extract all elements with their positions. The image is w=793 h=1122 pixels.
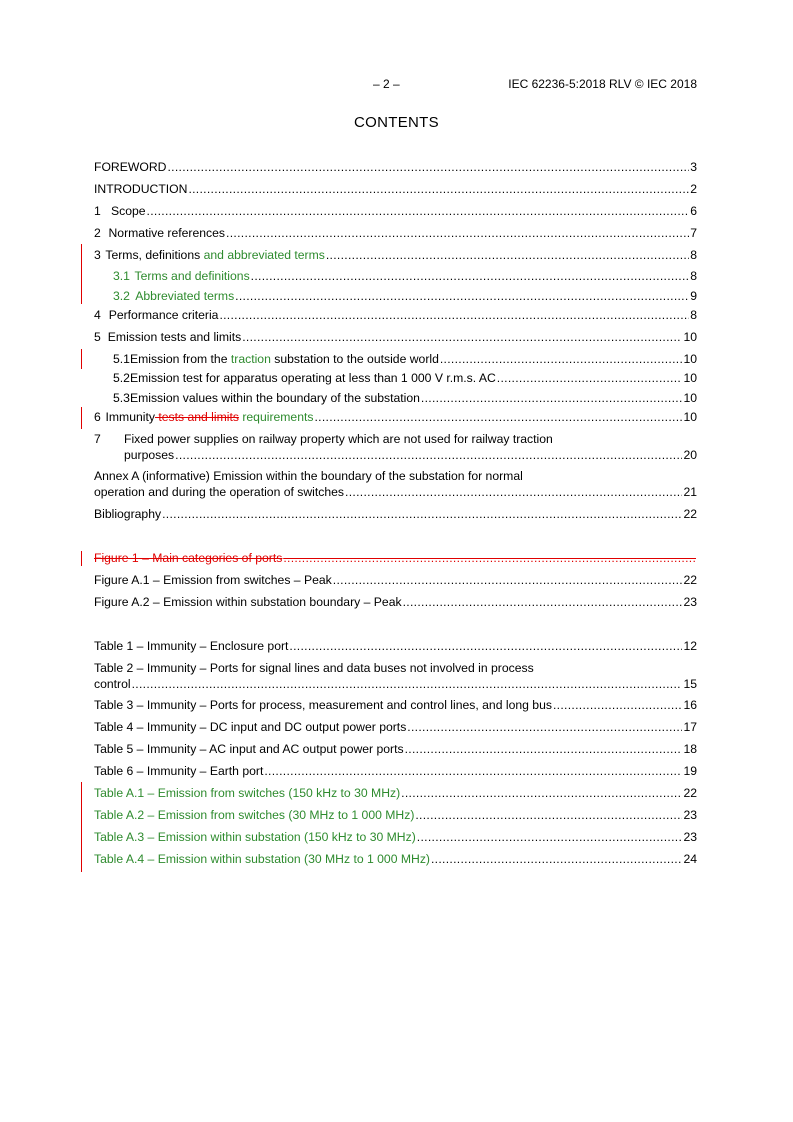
- change-bar: [81, 407, 82, 429]
- toc-entry-label: [124, 447, 174, 463]
- dot-leader: [226, 225, 689, 241]
- toc-entry-emission-tests[interactable]: [94, 329, 697, 345]
- toc-entry-number: 3.2: [113, 289, 130, 303]
- toc-entry-number: 5.3: [113, 391, 130, 405]
- toc-entry-text-segment: traction: [230, 352, 271, 366]
- toc-entry-text-segment: Terms, definitions: [105, 248, 204, 262]
- toc-entry-text-segment: Table A.1 – Emission from switches (150 kHz to 30 MHz): [94, 786, 401, 800]
- toc-entry-page-number: 24: [683, 852, 697, 866]
- toc-entry-number: 3: [94, 248, 101, 262]
- toc-entry-page-number: 8: [690, 308, 697, 322]
- toc-entry-figure-a1[interactable]: [94, 572, 697, 588]
- change-bar: [81, 551, 82, 566]
- page-number: – 2 –: [373, 77, 400, 91]
- toc-entry-label: [94, 550, 282, 566]
- toc-entry-number: 3.1: [113, 269, 130, 283]
- page-title: CONTENTS: [354, 114, 439, 131]
- toc-entry-table-a3[interactable]: [94, 829, 697, 845]
- toc-entry-page-number: 8: [690, 269, 697, 283]
- dot-leader: [401, 785, 682, 801]
- change-bar: [81, 244, 82, 304]
- toc-entry-label: [130, 390, 420, 406]
- toc-entry-text-segment: INTRODUCTION: [94, 182, 188, 196]
- toc-entry-label: [94, 741, 404, 757]
- toc-entry-page-number: 7: [690, 226, 697, 240]
- toc-entry-immunity[interactable]: [94, 409, 697, 425]
- toc-entry-number: 5: [94, 330, 101, 344]
- toc-entry-terms-and-definitions[interactable]: [94, 268, 697, 284]
- toc-entry-label: [94, 159, 166, 175]
- toc-entry-text-segment: Table A.4 – Emission within substation (30 MHz to 1 000 MHz): [94, 852, 430, 866]
- toc-entry-label: [94, 506, 161, 522]
- toc-entry-page-number: 22: [683, 507, 697, 521]
- toc-entry-page-number: 12: [683, 639, 697, 653]
- toc-entry-bibliography[interactable]: [94, 506, 697, 522]
- toc-entry-page-number: 10: [683, 391, 697, 405]
- toc-entry-page-number: 3: [690, 160, 697, 174]
- toc-entry-number: 7: [94, 432, 101, 446]
- toc-entry-page-number: 23: [683, 808, 697, 822]
- toc-entry-table-a4[interactable]: [94, 851, 697, 867]
- toc-entry-label-line: Fixed power supplies on railway property which are not used for railway traction: [124, 432, 553, 446]
- dot-leader: [440, 351, 683, 367]
- dot-leader: [283, 550, 696, 566]
- toc-entry-figure-1-deleted[interactable]: [94, 550, 697, 566]
- toc-entry-table-a2[interactable]: [94, 807, 697, 823]
- dot-leader: [417, 829, 683, 845]
- toc-entry-text-segment: FOREWORD: [94, 160, 167, 174]
- toc-entry-figure-a2[interactable]: [94, 594, 697, 610]
- toc-entry-text-segment: substation to the outside world: [270, 352, 439, 366]
- toc-entry-foreword[interactable]: [94, 159, 697, 175]
- change-bar: [81, 782, 82, 872]
- toc-entry-page-number: 10: [683, 371, 697, 385]
- toc-entry-text-segment: Table 3 – Immunity – Ports for process, measurement and control lines, and long bus: [94, 698, 552, 712]
- toc-entry-text-segment: Figure 1 – Main categories of ports: [94, 551, 283, 565]
- toc-entry-abbreviated-terms[interactable]: [94, 288, 697, 304]
- toc-entry-number: 5.1: [113, 352, 130, 366]
- dot-leader: [415, 807, 682, 823]
- toc-entry-label: [94, 181, 187, 197]
- toc-entry-text-segment: and abbreviated terms: [203, 248, 325, 262]
- toc-entry-text-segment: Table 1 – Immunity – Enclosure port: [94, 639, 289, 653]
- toc-entry-text-segment: Table 6 – Immunity – Earth port: [94, 764, 264, 778]
- toc-entry-text-segment: Bibliography: [94, 507, 162, 521]
- toc-entry-emission-from-substation[interactable]: [94, 351, 697, 367]
- dot-leader: [403, 594, 683, 610]
- toc-entry-text-segment: Abbreviated terms: [135, 289, 235, 303]
- dot-leader: [235, 288, 689, 304]
- dot-leader: [242, 329, 682, 345]
- dot-leader: [405, 741, 683, 757]
- document-id: IEC 62236-5:2018 RLV © IEC 2018: [508, 77, 697, 91]
- toc-entry-annex-a[interactable]: [94, 468, 697, 500]
- toc-entry-label: [94, 594, 402, 610]
- toc-entry-table-4[interactable]: [94, 719, 697, 735]
- toc-entry-text-segment: Scope: [110, 204, 146, 218]
- page-header: [0, 77, 793, 93]
- dot-leader: [175, 447, 682, 463]
- toc-entry-text-segment: Performance criteria: [108, 308, 219, 322]
- change-bar: [81, 349, 82, 369]
- toc-entry-terms-definitions[interactable]: [94, 247, 697, 263]
- toc-entry-table-a1[interactable]: [94, 785, 697, 801]
- toc-entry-label: [94, 719, 406, 735]
- toc-entry-text-segment: tests and limits: [154, 410, 239, 424]
- toc-entry-page-number: 16: [683, 698, 697, 712]
- toc-entry-label: [94, 676, 131, 692]
- toc-entry-label: [109, 225, 226, 241]
- toc-entry-text-segment: purposes: [124, 448, 175, 462]
- toc-entry-label: [94, 851, 430, 867]
- toc-entry-text-segment: Table A.3 – Emission within substation (150 kHz to 30 MHz): [94, 830, 416, 844]
- toc-entry-label: [105, 247, 325, 263]
- toc-entry-page-number: 9: [690, 289, 697, 303]
- toc-entry-number: 1: [94, 204, 101, 218]
- dot-leader: [421, 390, 683, 406]
- toc-entry-page-number: 22: [683, 786, 697, 800]
- toc-entry-page-number: 23: [683, 830, 697, 844]
- toc-entry-page-number: 22: [683, 573, 697, 587]
- toc-entry-scope[interactable]: [94, 203, 697, 219]
- toc-entry-page-number: 23: [683, 595, 697, 609]
- dot-leader: [147, 203, 690, 219]
- toc-entry-page-number: 15: [683, 677, 697, 691]
- toc-entry-table-5[interactable]: [94, 741, 697, 757]
- toc-entry-label: [94, 807, 414, 823]
- dot-leader: [314, 409, 682, 425]
- toc-entry-number: 4: [94, 308, 101, 322]
- toc-entry-fixed-power-supplies[interactable]: [94, 431, 697, 463]
- toc-entry-text-segment: Emission test for apparatus operating at less than 1 000 V r.m.s. AC: [129, 371, 496, 385]
- toc-entry-page-number: 6: [690, 204, 697, 218]
- dot-leader: [431, 851, 682, 867]
- dot-leader: [345, 484, 682, 500]
- toc-entry-page-number: 21: [683, 485, 697, 499]
- toc-entry-number: 2: [94, 226, 101, 240]
- toc-entry-text-segment: Immunity: [105, 410, 155, 424]
- toc-entry-label: [130, 351, 439, 367]
- toc-entry-text-segment: Normative references: [108, 226, 226, 240]
- toc-entry-emission-values-boundary[interactable]: [94, 390, 697, 406]
- toc-entry-page-number: 20: [683, 448, 697, 462]
- toc-entry-text-segment: Emission values within the boundary of the substation: [129, 391, 420, 405]
- toc-entry-label: [130, 370, 496, 386]
- toc-entry-page-number: 10: [683, 330, 697, 344]
- toc-entry-label-line: Annex A (informative) Emission within the boundary of the substation for normal: [94, 469, 523, 483]
- toc-entry-page-number: 17: [683, 720, 697, 734]
- dot-leader: [326, 247, 689, 263]
- toc-entry-text-segment: control: [94, 677, 131, 691]
- toc-entry-introduction[interactable]: [94, 181, 697, 197]
- toc-entry-label: [94, 829, 416, 845]
- toc-entry-label: [94, 697, 552, 713]
- toc-entry-page-number: 2: [690, 182, 697, 196]
- toc-entry-label: [135, 268, 250, 284]
- dot-leader: [407, 719, 682, 735]
- toc-entry-text-segment: requirements: [238, 410, 314, 424]
- toc-entry-text-segment: Table 5 – Immunity – AC input and AC output power ports: [94, 742, 404, 756]
- toc-entry-table-6[interactable]: [94, 763, 697, 779]
- toc-entry-text-segment: Table A.2 – Emission from switches (30 MHz to 1 000 MHz): [94, 808, 415, 822]
- toc-entry-label: [94, 638, 288, 654]
- toc-entry-label: [94, 572, 332, 588]
- toc-entry-label: [106, 409, 314, 425]
- dot-leader: [289, 638, 682, 654]
- toc-entry-page-number: 8: [690, 248, 697, 262]
- toc-entry-normative-references[interactable]: [94, 225, 697, 241]
- dot-leader: [553, 697, 682, 713]
- toc-entry-label: [135, 288, 234, 304]
- toc-entry-text-segment: Figure A.2 – Emission within substation boundary – Peak: [94, 595, 402, 609]
- dot-leader: [264, 763, 682, 779]
- toc-entry-page-number: 10: [683, 352, 697, 366]
- dot-leader: [497, 370, 683, 386]
- dot-leader: [162, 506, 682, 522]
- toc-entry-label: [94, 484, 344, 500]
- toc-entry-label: [109, 307, 219, 323]
- toc-entry-emission-test-apparatus[interactable]: [94, 370, 697, 386]
- dot-leader: [219, 307, 689, 323]
- dot-leader: [333, 572, 683, 588]
- toc-entry-text-segment: Table 4 – Immunity – DC input and DC output power ports: [94, 720, 407, 734]
- toc-entry-text-segment: Figure A.1 – Emission from switches – Peak: [94, 573, 332, 587]
- toc-entry-label: [108, 329, 241, 345]
- toc-entry-label: [94, 785, 400, 801]
- toc-entry-text-segment: Emission tests and limits: [107, 330, 242, 344]
- toc-entry-text-segment: operation and during the operation of switches: [94, 485, 345, 499]
- toc-entry-page-number: 19: [683, 764, 697, 778]
- toc-entry-number: 5.2: [113, 371, 130, 385]
- toc-entry-table-1[interactable]: [94, 638, 697, 654]
- dot-leader: [132, 676, 683, 692]
- toc-entry-table-2[interactable]: [94, 660, 697, 692]
- dot-leader: [251, 268, 690, 284]
- toc-entry-page-number: 10: [683, 410, 697, 424]
- toc-entry-label-line: Table 2 – Immunity – Ports for signal lines and data buses not involved in process: [94, 661, 534, 675]
- dot-leader: [188, 181, 689, 197]
- toc-entry-label: [111, 203, 146, 219]
- toc-entry-performance-criteria[interactable]: [94, 307, 697, 323]
- toc-entry-label: [94, 763, 263, 779]
- dot-leader: [167, 159, 689, 175]
- toc-entry-number: 6: [94, 410, 101, 424]
- toc-entry-table-3[interactable]: [94, 697, 697, 713]
- toc-entry-page-number: 18: [683, 742, 697, 756]
- toc-entry-text-segment: Terms and definitions: [134, 269, 250, 283]
- toc-entry-text-segment: Emission from the: [129, 352, 231, 366]
